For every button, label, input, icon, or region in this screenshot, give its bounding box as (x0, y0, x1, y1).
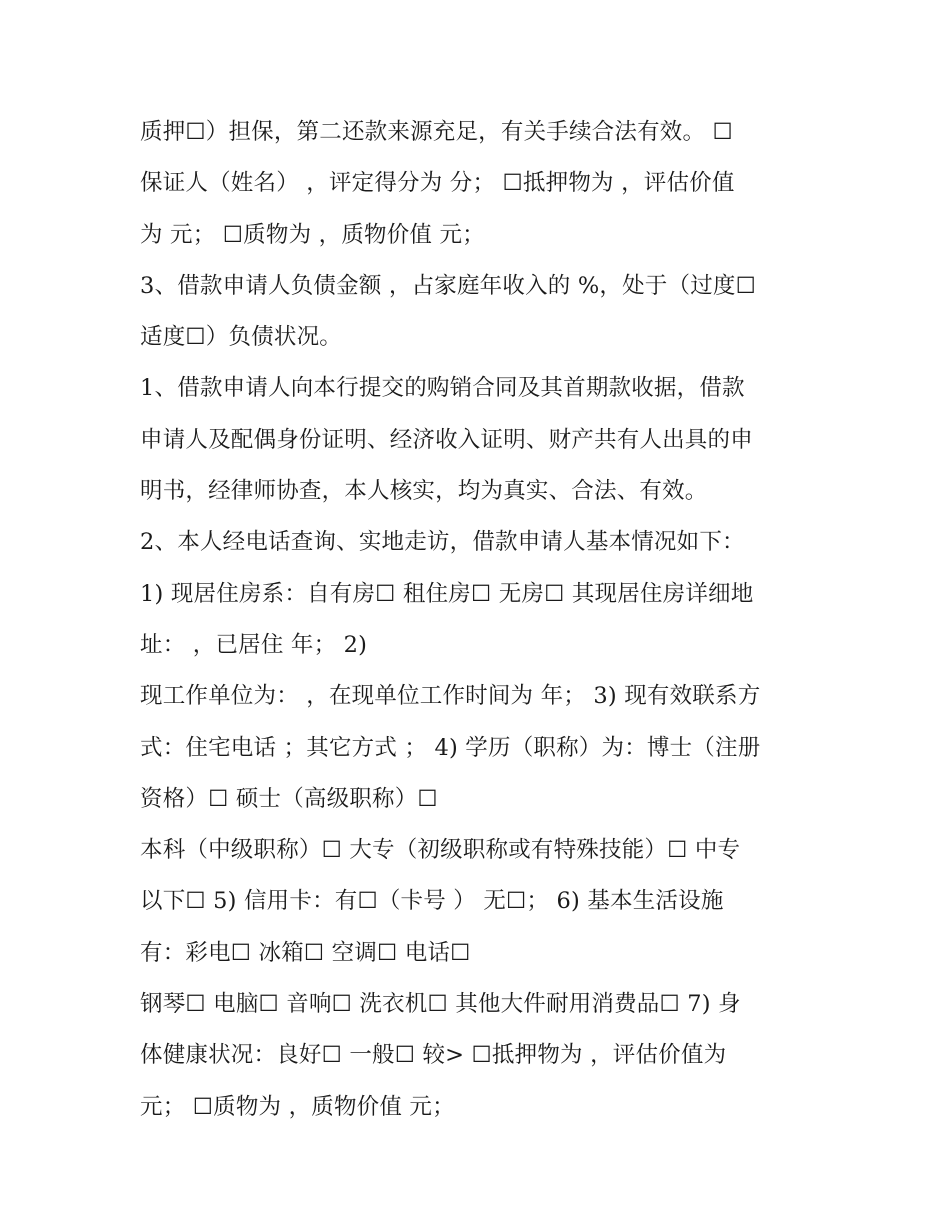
text-line: 明书，经律师协查，本人核实，均为真实、合法、有效。 (140, 478, 708, 505)
text-line: 为 元； ☐质物为 ，质物价值 元； (140, 221, 485, 248)
document-body (140, 107, 820, 1133)
text-line: 有：彩电☐ 冰箱☐ 空调☐ 电话☐ (140, 939, 471, 966)
text-line: 体健康状况：良好☐ 一般☐ 较> ☐抵押物为 ，评估价值为 (140, 1042, 727, 1069)
text-line: 适度☐）负债状况。 (140, 324, 342, 351)
text-line: 质押☐）担保，第二还款来源充足，有关手续合法有效。 ☐ (140, 119, 733, 145)
text-line: 资格）☐ 硕士（高级职称）☐ (140, 785, 438, 812)
text-line: 式：住宅电话 ；其它方式 ； 4) 学历（职称）为：博士（注册 (140, 734, 761, 761)
text-line: 申请人及配偶身份证明、经济收入证明、财产共有人出具的申 (140, 426, 753, 453)
text-line: 钢琴☐ 电脑☐ 音响☐ 洗衣机☐ 其他大件耐用消费品☐ 7) 身 (140, 991, 741, 1018)
text-line: 3、借款申请人负债金额 ，占家庭年收入的 %，处于（过度☐ (140, 272, 756, 299)
text-line: 1) 现居住房系：自有房☐ 租住房☐ 无房☐ 其现居住房详细地 (140, 580, 754, 607)
text-line: 1、借款申请人向本行提交的购销合同及其首期款收据，借款 (140, 375, 745, 402)
text-line: 保证人（姓名） ，评定得分为 分； ☐抵押物为 ，评估价值 (140, 170, 735, 197)
text-line: 现工作单位为： ，在现单位工作时间为 年； 3) 现有效联系方 (140, 683, 761, 710)
text-line: 2、本人经电话查询、实地走访，借款申请人基本情况如下： (140, 529, 745, 556)
text-line: 址： ，已居住 年； 2) (140, 631, 368, 658)
text-line: 元； ☐质物为 ，质物价值 元； (140, 1093, 455, 1120)
text-line: 以下☐ 5) 信用卡：有☐（卡号 ） 无☐； 6) 基本生活设施 (140, 888, 724, 915)
text-line: 本科（中级职称）☐ 大专（初级职称或有特殊技能）☐ 中专 (140, 837, 741, 864)
